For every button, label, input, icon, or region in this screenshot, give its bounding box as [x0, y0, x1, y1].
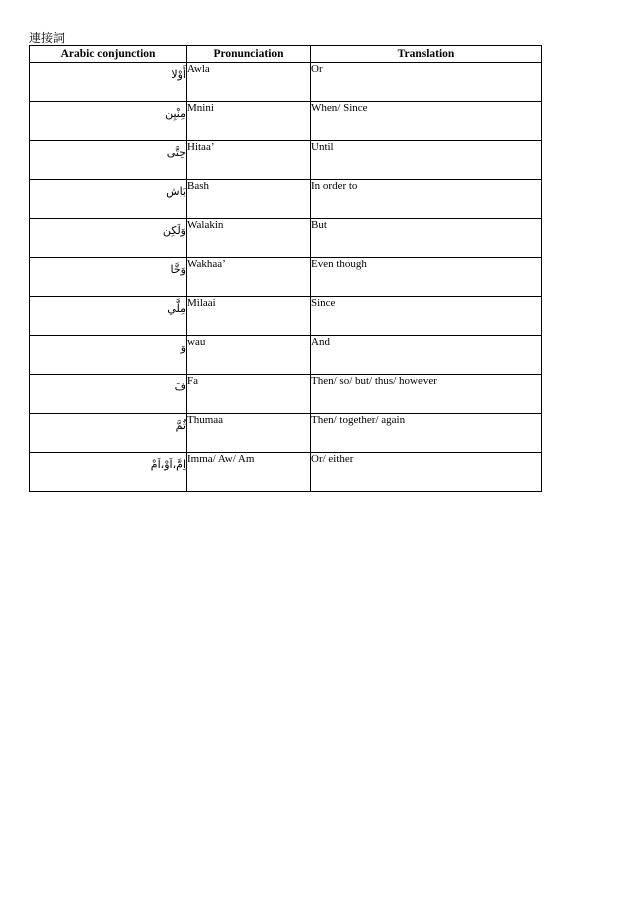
pronunciation-cell: Bash: [187, 180, 311, 219]
arabic-cell: مِنْيِن: [30, 102, 187, 141]
translation-cell: But: [311, 219, 542, 258]
arabic-cell: مِلَّي: [30, 297, 187, 336]
translation-cell: Or: [311, 63, 542, 102]
pronunciation-cell: Imma/ Aw/ Am: [187, 453, 311, 492]
table-row: [30, 414, 542, 453]
table-row: [30, 63, 542, 102]
pronunciation-cell: wau: [187, 336, 311, 375]
arabic-cell: بَاش: [30, 180, 187, 219]
pronunciation-cell: Hitaa’: [187, 141, 311, 180]
arabic-cell: ثُمَّ: [30, 414, 187, 453]
arabic-cell: أَوْلا: [30, 63, 187, 102]
translation-cell: When/ Since: [311, 102, 542, 141]
arabic-cell: وَلَكِن: [30, 219, 187, 258]
translation-cell: Since: [311, 297, 542, 336]
arabic-cell: حِتَّى: [30, 141, 187, 180]
table-row: [30, 102, 542, 141]
translation-cell: And: [311, 336, 542, 375]
pronunciation-cell: Mnini: [187, 102, 311, 141]
table-row: [30, 180, 542, 219]
page-heading: 連接詞: [29, 31, 66, 45]
arabic-cell: وَخَّا: [30, 258, 187, 297]
header-translation: Translation: [311, 46, 542, 63]
translation-cell: Until: [311, 141, 542, 180]
pronunciation-cell: Fa: [187, 375, 311, 414]
header-pronunciation: Pronunciation: [187, 46, 311, 63]
translation-cell: Then/ so/ but/ thus/ however: [311, 375, 542, 414]
translation-cell: Even though: [311, 258, 542, 297]
translation-cell: In order to: [311, 180, 542, 219]
table-row: [30, 336, 542, 375]
table-header-row: [30, 46, 542, 63]
pronunciation-cell: Awla: [187, 63, 311, 102]
pronunciation-cell: Thumaa: [187, 414, 311, 453]
translation-cell: Or/ either: [311, 453, 542, 492]
arabic-cell: اِمَّ،اَوْ،اَمْ: [30, 453, 187, 492]
table-row: [30, 453, 542, 492]
translation-cell: Then/ together/ again: [311, 414, 542, 453]
table-row: [30, 258, 542, 297]
pronunciation-cell: Wakhaa’: [187, 258, 311, 297]
conjunction-table: [29, 45, 542, 492]
arabic-cell: وَ: [30, 336, 187, 375]
table-row: [30, 375, 542, 414]
table-row: [30, 297, 542, 336]
header-arabic-conjunction: Arabic conjunction: [30, 46, 187, 63]
table-row: [30, 219, 542, 258]
arabic-cell: فَ: [30, 375, 187, 414]
table-row: [30, 141, 542, 180]
pronunciation-cell: Walakin: [187, 219, 311, 258]
pronunciation-cell: Milaai: [187, 297, 311, 336]
